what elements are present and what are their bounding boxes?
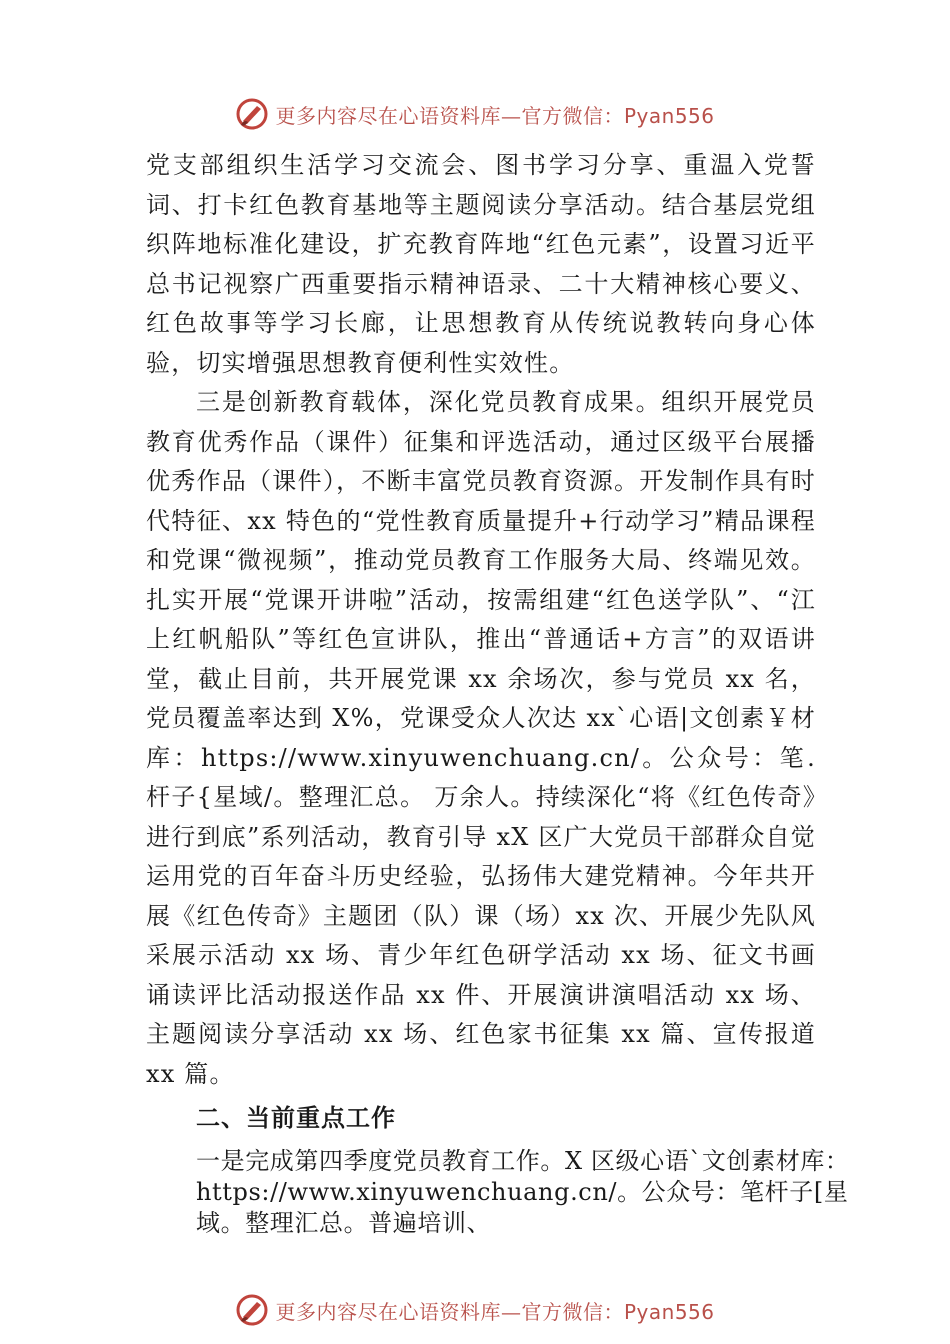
watermark-text: 更多内容尽在心语资料库—官方微信：Pyan556 [275,1299,715,1324]
paragraph-3: 一是完成第四季度党员教育工作。X 区级心语`文创素材库：https://www.xinyuwenchuang.cn/。公众号：笔杆子[星域。整理汇总。普遍培训、 [196,1147,850,1237]
paragraph-2: 三是创新教育载体，深化党员教育成果。组织开展党员教育优秀作品（课件）征集和评选活动，通过区级平台展播优秀作品（课件），不断丰富党员教育资源。开发制作具有时代特征、xx 特色的“党性教育质量提升+行动学习”精品课程和党课“微视频”，推动党员教育工作服务大局、终端见效。扎实开展“党课开讲啦”活动，按需组建“红色送学队”、“江上红帆船队”等红色宣讲队，推出“普通话+方言”的双语讲堂，截止目前，共开展党课 xx 余场次，参与党员 xx 名，党员覆盖率达到 X%，党课受众人次达 xx`心语|文创素￥材库：https://www.xinyuwenchuang.cn/。公众号：笔.杆子{星域/。整理汇总。 万余人。持续深化“将《红色传奇》进行到底”系列活动，教育引导 xX 区广大党员干部群众自觉运用党的百年奋斗历史经验，弘扬伟大建党精神。今年共开展《红色传奇》主题团（队）课（场）xx 次、开展少先队风采展示活动 xx 场、青少年红色研学活动 xx 场、征文书画诵读评比活动报送作品 xx 件、开展演讲演唱活动 xx 场、主题阅读分享活动 xx 场、红色家书征集 xx 篇、宣传报道 xx 篇。 [146,388,816,1088]
paragraph-1: 党支部组织生活学习交流会、图书学习分享、重温入党誓词、打卡红色教育基地等主题阅读分享活动。结合基层党组织阵地标准化建设，扩充教育阵地“红色元素”，设置习近平总书记视察广西重要指示精神语录、二十大精神核心要义、红色故事等学习长廊，让思想教育从传统说教转向身心体验，切实增强思想教育便利性实效性。 [146,151,816,377]
section-heading: 二、当前重点工作 [196,1104,396,1132]
watermark-banner-bottom [0,1290,950,1330]
watermark-banner-top [0,94,950,134]
watermark-text: 更多内容尽在心语资料库—官方微信：Pyan556 [275,103,715,128]
document-body [146,146,816,1094]
brush-logo-icon [235,97,269,131]
brush-logo-icon [235,1293,269,1327]
